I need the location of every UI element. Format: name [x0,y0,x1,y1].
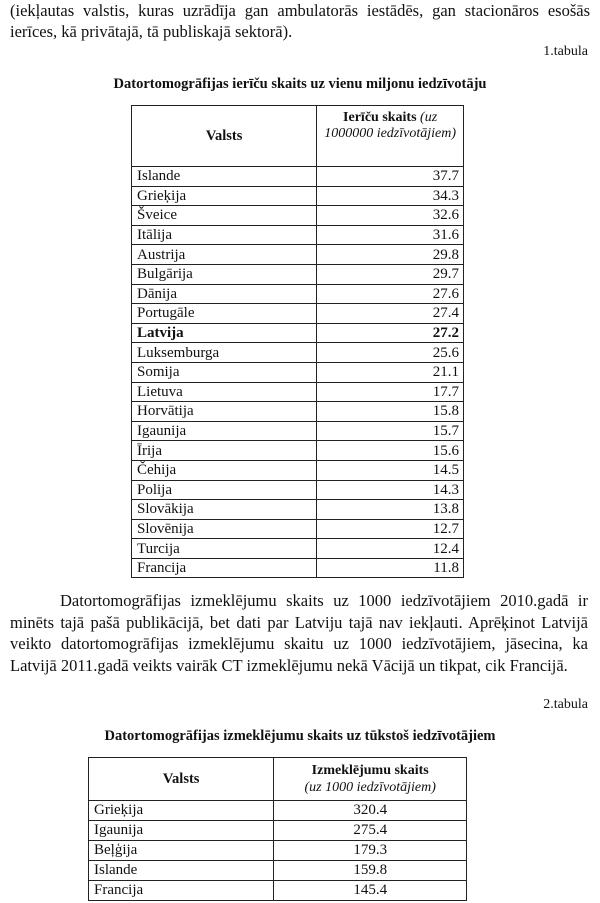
table-row [132,382,464,402]
value-cell: 15.6 [317,441,464,461]
table1-col1-header: Valsts [132,106,317,167]
table-row [132,460,464,480]
table-row [132,441,464,461]
table-row [89,881,467,901]
value-cell: 31.6 [317,225,464,245]
country-cell: Somija [132,362,317,382]
table-row [89,821,467,841]
value-cell: 320.4 [274,801,467,821]
table-row [132,362,464,382]
value-cell: 25.6 [317,343,464,363]
value-cell: 179.3 [274,841,467,861]
table2-col1-header: Valsts [89,758,274,801]
country-cell: Čehija [132,460,317,480]
table2 [88,757,467,901]
value-cell: 275.4 [274,821,467,841]
country-cell: Turcija [132,539,317,559]
country-cell: Francija [89,881,274,901]
country-cell: Slovākija [132,500,317,520]
country-cell: Īrija [132,441,317,461]
table-row [132,167,464,187]
value-cell: 17.7 [317,382,464,402]
table-row [132,323,464,343]
country-cell: Grieķija [89,801,274,821]
table-row [132,304,464,324]
country-cell: Igaunija [132,421,317,441]
country-cell: Šveice [132,206,317,226]
value-cell: 14.5 [317,460,464,480]
country-cell: Luksemburga [132,343,317,363]
table-row [132,558,464,578]
value-cell: 13.8 [317,500,464,520]
country-cell: Lietuva [132,382,317,402]
table-row [132,284,464,304]
value-cell: 15.8 [317,402,464,422]
value-cell: 27.6 [317,284,464,304]
table2-body [89,801,467,901]
value-cell: 15.7 [317,421,464,441]
value-cell: 27.2 [317,323,464,343]
country-cell: Islande [132,167,317,187]
table-row [132,539,464,559]
value-cell: 12.4 [317,539,464,559]
table-row [132,264,464,284]
value-cell: 21.1 [317,362,464,382]
table-row [132,206,464,226]
value-cell: 29.8 [317,245,464,265]
table-row [132,519,464,539]
table-row [132,343,464,363]
value-cell: 37.7 [317,167,464,187]
country-cell: Portugāle [132,304,317,324]
table-row [89,861,467,881]
value-cell: 14.3 [317,480,464,500]
table-row [132,225,464,245]
table-row [132,480,464,500]
table-row [132,500,464,520]
value-cell: 29.7 [317,264,464,284]
table1-title: Datortomogrāfijas ierīču skaits uz vienu miljonu iedzīvotāju [113,76,487,92]
table1-body [132,167,464,578]
country-cell: Igaunija [89,821,274,841]
country-cell: Austrija [132,245,317,265]
table2-header-row [89,758,467,801]
country-cell: Horvātija [132,402,317,422]
table-row [132,186,464,206]
value-cell: 11.8 [317,558,464,578]
value-cell: 32.6 [317,206,464,226]
table1-label: 1.tabula [543,44,588,59]
table2-col2-header [274,758,467,801]
table-row [132,402,464,422]
table-row [89,841,467,861]
country-cell: Dānija [132,284,317,304]
value-cell: 159.8 [274,861,467,881]
value-cell: 34.3 [317,186,464,206]
table1-col2-header-main: Ierīču skaits [343,110,417,125]
country-cell: Slovēnija [132,519,317,539]
country-cell: Islande [89,861,274,881]
table2-col2-header-unit: (uz 1000 iedzīvotājiem) [304,780,436,795]
country-cell: Bulgārija [132,264,317,284]
body-paragraph: Datortomogrāfijas izmeklējumu skaits uz 1000 iedzīvotājiem 2010.gadā ir minēts tajā pašā publikācijā, bet dati par Latviju tajā nav iekļauti. Aprēķinot Latvijā veikto datortomogrāfijas izmeklējumu skaitu uz 1000 iedzīvotājiem, jāsecina, ka Latvijā 2011.gadā veikts vairāk CT izmeklējumu nekā Vācijā un tikpat, cik Francijā. [10,591,588,675]
country-cell: Beļģija [89,841,274,861]
table-row [89,801,467,821]
table-row [132,245,464,265]
table1-col2-header [317,106,464,167]
country-cell: Latvija [132,323,317,343]
table2-col2-header-main: Izmeklējumu skaits [311,763,429,778]
country-cell: Polija [132,480,317,500]
table-row [132,421,464,441]
table1-col2-header-unit: (uz 1000000 iedzīvotājiem) [324,110,457,141]
table1 [131,105,464,578]
table2-title: Datortomogrāfijas izmeklējumu skaits uz tūkstoš iedzīvotājiem [104,728,496,744]
intro-paragraph: (iekļautas valstis, kuras uzrādīja gan ambulatorās iestādēs, gan stacionāros esošās ierīces, kā privātajā, tā publiskajā sektorā). [10,1,590,41]
table2-label: 2.tabula [543,697,588,712]
value-cell: 12.7 [317,519,464,539]
table1-header-row [132,106,464,167]
country-cell: Itālija [132,225,317,245]
value-cell: 27.4 [317,304,464,324]
country-cell: Francija [132,558,317,578]
country-cell: Grieķija [132,186,317,206]
value-cell: 145.4 [274,881,467,901]
